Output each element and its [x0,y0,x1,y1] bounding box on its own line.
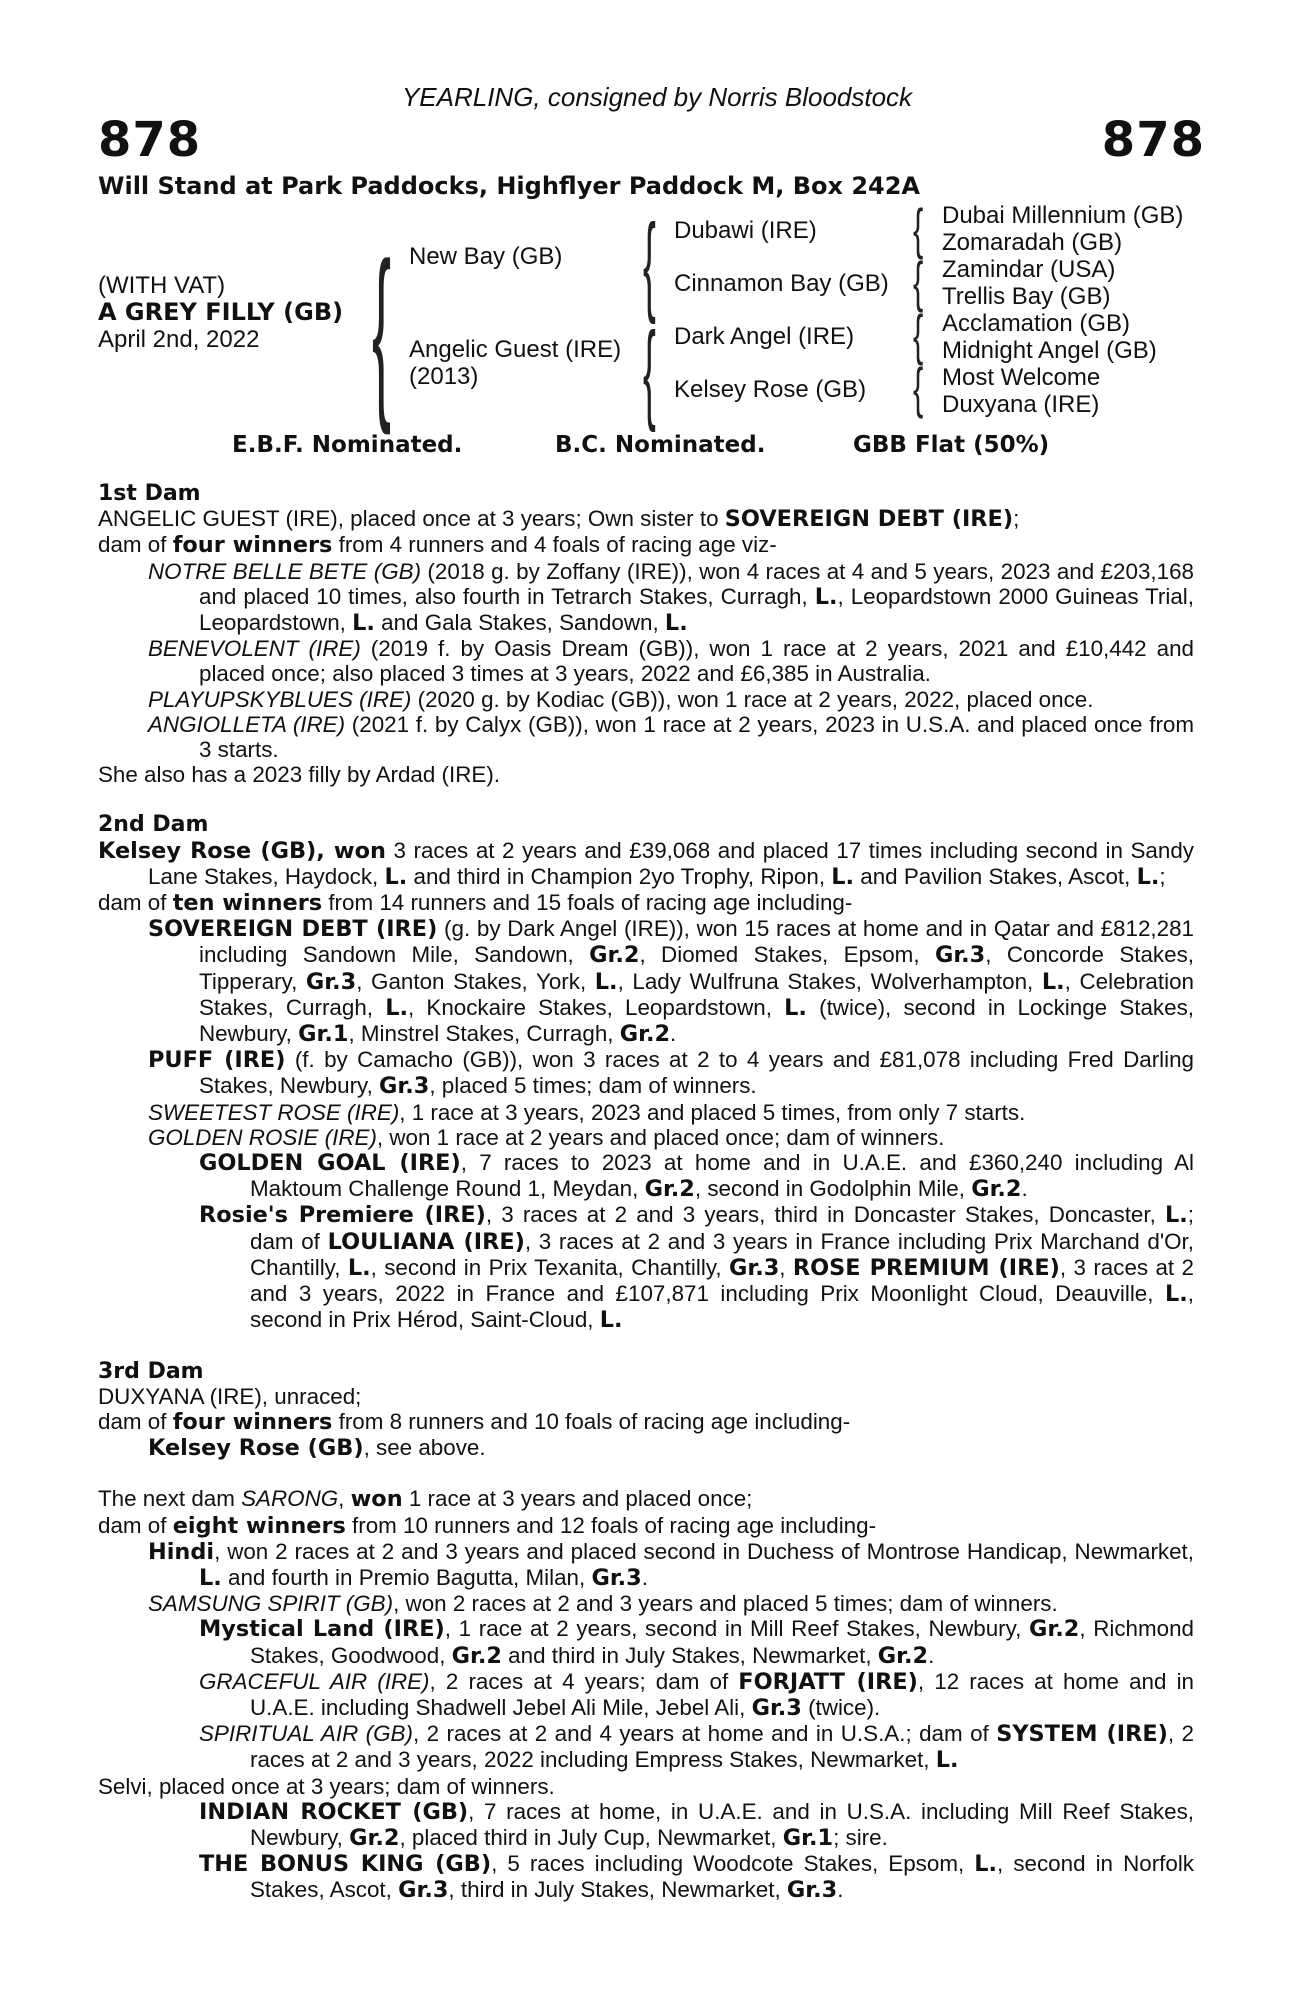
dam-sire: Dark Angel (IRE) [674,323,855,350]
bracket-dd: { [913,356,924,419]
g3-2: Zomaradah (GB) [942,229,1123,256]
g3-8: Duxyana (IRE) [942,391,1100,418]
first-dam-intro: ANGELIC GUEST (IRE), placed once at 3 years; Own sister to SOVEREIGN DEBT (IRE); [98,506,1020,533]
dam-year: (2013) [409,363,479,390]
produce-entry: ANGIOLLETA (IRE) (2021 f. by Calyx (GB)), won 1 race at 2 years, 2023 in U.S.A. and placed once from 3 starts. [148,711,1194,763]
bracket-dam: { [643,310,656,433]
produce-entry: SWEETEST ROSE (IRE), 1 race at 3 years, 2023 and placed 5 times, from only 7 starts. [148,1099,1026,1125]
lot-number-right: 878 [1101,112,1205,168]
bracket-ds: { [913,303,924,366]
foaling-date: April 2nd, 2022 [98,326,260,353]
next-dam-produce-summary: dam of eight winners from 10 runners and 12 foals of racing age including- [98,1512,877,1539]
sire: New Bay (GB) [409,243,563,270]
lot-number-left: 878 [98,112,202,168]
bracket-main: { [372,224,392,436]
produce-entry: Rosie's Premiere (IRE), 3 races at 2 and 3 years, third in Doncaster Stakes, Doncaster, L.; dam of LOULIANA (IRE), 3 races at 2 and 3 years in France including Prix Marchand d'Or, Chantilly, L., second in Prix Texanita, Chantilly, Gr.3, ROSE PREMIUM (IRE), 3 races at 2 and 3 years, 2022 in France and £107,871 including Prix Moonlight Cloud, Deauville, L., second in Prix Hérod, Saint-Cloud, L. [199,1202,1194,1334]
horse-name: A GREY FILLY (GB) [98,298,344,326]
produce-entry: INDIAN ROCKET (GB), 7 races at home, in U.A.E. and in U.S.A. including Mill Reef Stakes, Newbury, Gr.2, placed third in July Cup, Newmarket, Gr.1; sire. [199,1798,1194,1851]
bracket-ss: { [913,197,924,260]
produce-entry: Selvi, placed once at 3 years; dam of winners. [98,1773,555,1799]
g3-3: Zamindar (USA) [942,256,1116,283]
g3-4: Trellis Bay (GB) [942,283,1111,310]
g3-7: Most Welcome [942,364,1101,391]
produce-entry: SAMSUNG SPIRIT (GB), won 2 races at 2 and 3 years and placed 5 times; dam of winners. [148,1591,1058,1617]
dam-dam: Kelsey Rose (GB) [674,376,867,403]
produce-entry: THE BONUS KING (GB), 5 races including Woodcote Stakes, Epsom, L., second in Norfolk Stakes, Ascot, Gr.3, third in July Stakes, Newmarket, Gr.3. [199,1851,1194,1904]
produce-entry: PLAYUPSKYBLUES (IRE) (2020 g. by Kodiac (GB)), won 1 race at 2 years, 2022, placed once. [148,686,1094,712]
nomination-ebf: E.B.F. Nominated. [232,432,463,458]
produce-entry: GOLDEN ROSIE (IRE), won 1 race at 2 years and placed once; dam of winners. [148,1124,945,1150]
first-dam-produce-summary: dam of four winners from 4 runners and 4 foals of racing age viz- [98,532,777,559]
bracket-sire: { [643,202,656,325]
next-dam-intro: The next dam SARONG, won 1 race at 3 years and placed once; [98,1486,753,1513]
nomination-bc: B.C. Nominated. [555,432,766,458]
produce-entry: PUFF (IRE) (f. by Camacho (GB)), won 3 races at 2 to 4 years and £81,078 including Fred Darling Stakes, Newbury, Gr.3, placed 5 times; dam of winners. [148,1047,1195,1100]
g3-1: Dubai Millennium (GB) [942,202,1184,229]
stand-location: Will Stand at Park Paddocks, Highflyer Paddock M, Box 242A [98,172,920,200]
produce-entry: Hindi, won 2 races at 2 and 3 years and placed second in Duchess of Montrose Handicap, Newmarket, L. and fourth in Premio Bagutta, Milan, Gr.3. [148,1538,1194,1591]
produce-entry: SPIRITUAL AIR (GB), 2 races at 2 and 4 years at home and in U.S.A.; dam of SYSTEM (IRE), 2 races at 2 and 3 years, 2022 including Empress Stakes, Newmarket, L. [199,1721,1194,1774]
first-dam-closing: She also has a 2023 filly by Ardad (IRE). [98,762,501,788]
g3-6: Midnight Angel (GB) [942,337,1157,364]
produce-entry: Mystical Land (IRE), 1 race at 2 years, second in Mill Reef Stakes, Newbury, Gr.2, Richmond Stakes, Goodwood, Gr.2 and third in July Stakes, Newmarket, Gr.2. [199,1616,1195,1669]
produce-entry: SOVEREIGN DEBT (IRE) (g. by Dark Angel (IRE)), won 15 races at home and in Qatar and £812,281 including Sandown Mile, Sandown, Gr.2, Diomed Stakes, Epsom, Gr.3, Concorde Stakes, Tipperary, Gr.3, Ganton Stakes, York, L., Lady Wulfruna Stakes, Wolverhampton, L., Celebration Stakes, Curragh, L., Knockaire Stakes, Leopardstown, L. (twice), second in Lockinge Stakes, Newbury, Gr.1, Minstrel Stakes, Curragh, Gr.2. [148,916,1194,1048]
dam: Angelic Guest (IRE) [409,336,622,363]
vat-note: (WITH VAT) [98,272,226,299]
produce-entry: Kelsey Rose (GB), see above. [148,1435,486,1462]
produce-entry: GOLDEN GOAL (IRE), 7 races to 2023 at home and in U.A.E. and £360,240 including Al Maktoum Challenge Round 1, Meydan, Gr.2, second in Godolphin Mile, Gr.2. [199,1150,1194,1203]
produce-entry: NOTRE BELLE BETE (GB) (2018 g. by Zoffany (IRE)), won 4 races at 4 and 5 years, 2023 and £203,168 and placed 10 times, also fourth in Tetrarch Stakes, Curragh, L., Leopardstown 2000 Guineas Trial, Leopardstown, L. and Gala Stakes, Sandown, L. [148,558,1195,637]
bracket-sd: { [913,250,924,313]
second-dam-heading: 2nd Dam [98,812,209,838]
third-dam-heading: 3rd Dam [98,1358,204,1384]
produce-entry: GRACEFUL AIR (IRE), 2 races at 4 years; dam of FORJATT (IRE), 12 races at home and in U.A.E. including Shadwell Jebel Ali Mile, Jebel Ali, Gr.3 (twice). [199,1668,1194,1721]
third-dam-intro: DUXYANA (IRE), unraced; [98,1383,362,1409]
sire-dam: Cinnamon Bay (GB) [674,270,889,297]
second-dam-produce-summary: dam of ten winners from 14 runners and 15 foals of racing age including- [98,890,853,917]
produce-entry: BENEVOLENT (IRE) (2019 f. by Oasis Dream (GB)), won 1 race at 2 years, 2021 and £10,442 and placed once; also placed 3 times at 3 years, 2022 and £6,385 in Australia. [148,636,1194,687]
g3-5: Acclamation (GB) [942,310,1131,337]
second-dam-intro: Kelsey Rose (GB), won 3 races at 2 years and £39,068 and placed 17 times including second in Sandy Lane Stakes, Haydock, L. and third in Champion 2yo Trophy, Ripon, L. and Pavilion Stakes, Ascot, L.; [98,837,1194,890]
catalogue-body [98,481,1194,1904]
sire-sire: Dubawi (IRE) [674,217,817,244]
consignment-line: YEARLING, consigned by Norris Bloodstock [401,82,913,112]
first-dam-heading: 1st Dam [98,481,201,506]
nomination-gbb: GBB Flat (50%) [853,432,1050,458]
third-dam-produce-summary: dam of four winners from 8 runners and 10 foals of racing age including- [98,1408,851,1435]
